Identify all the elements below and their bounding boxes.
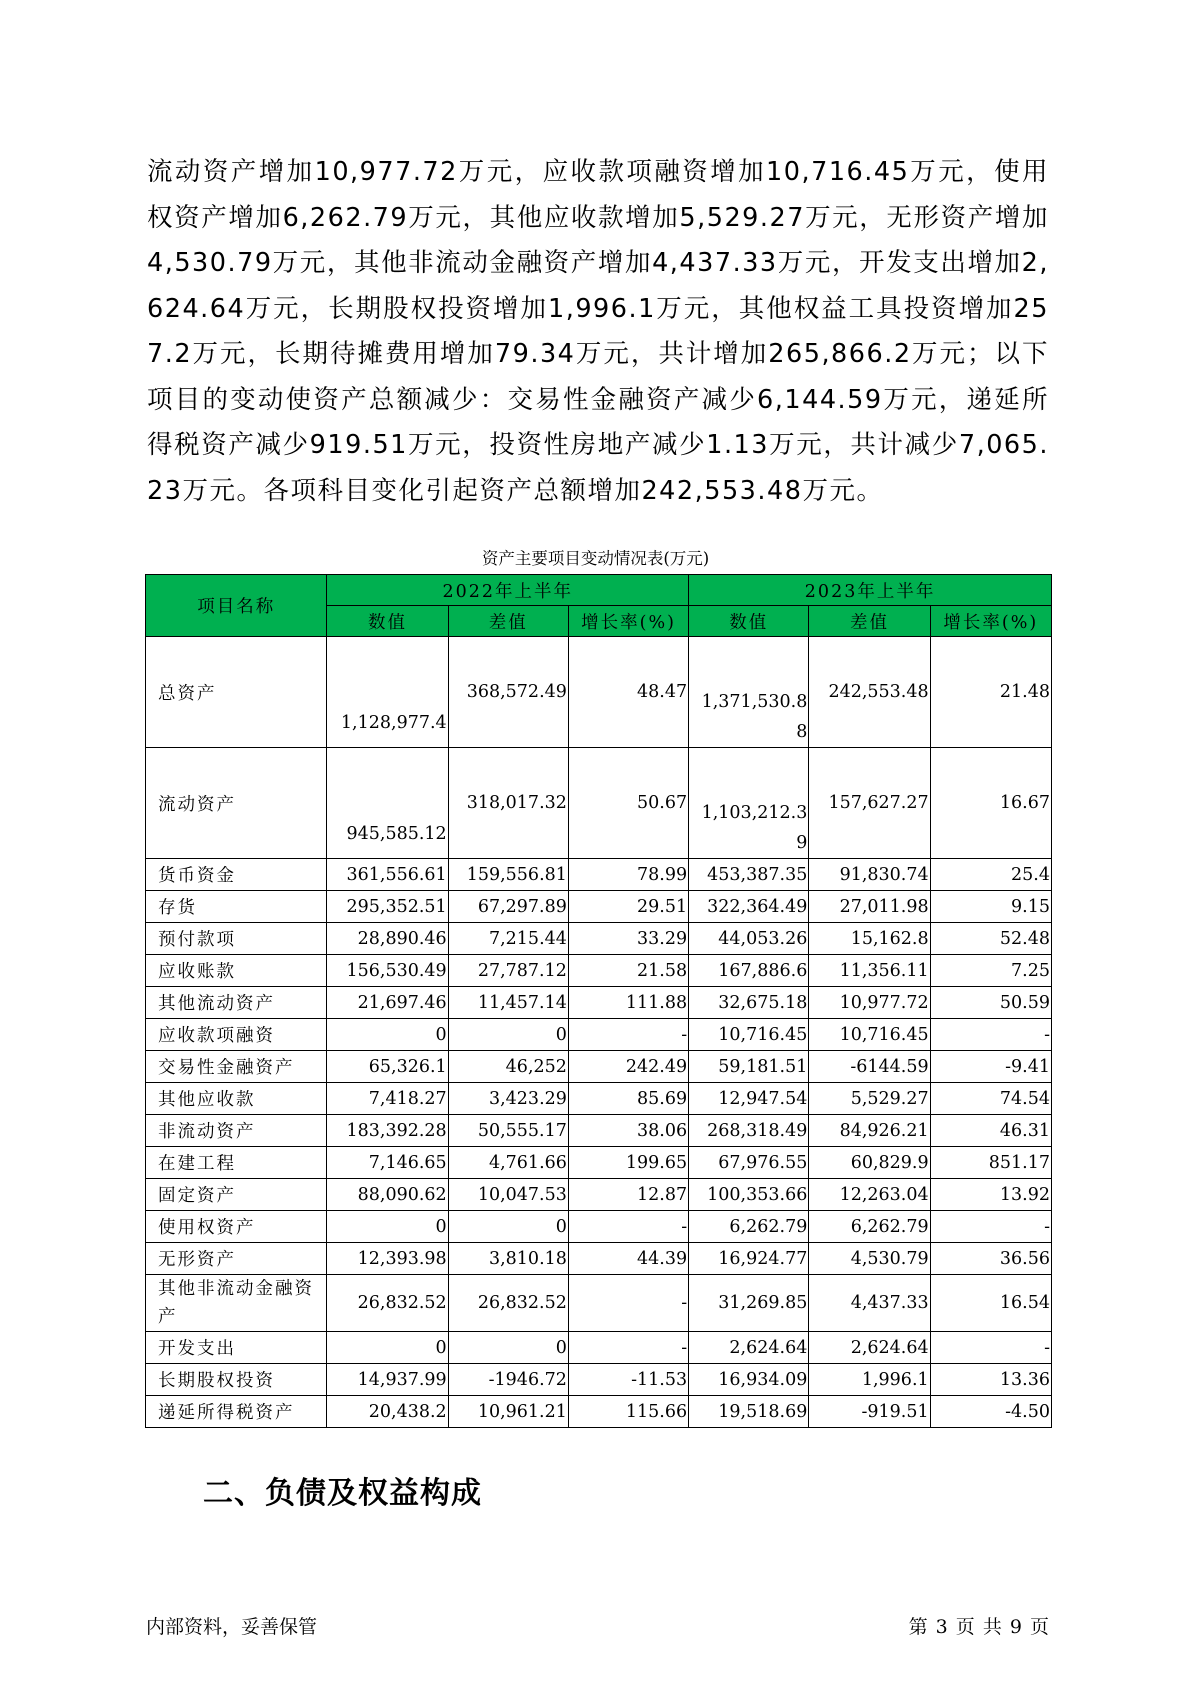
cell-name: 货币资金 <box>146 859 327 891</box>
table-row <box>146 1147 1052 1179</box>
cell-g22: 12.87 <box>568 1179 688 1211</box>
cell-v23: 12,947.54 <box>689 1083 809 1115</box>
table-body <box>146 637 1052 1428</box>
table-row <box>146 987 1052 1019</box>
cell-g23: -9.41 <box>930 1051 1051 1083</box>
cell-d23: 157,627.27 <box>809 748 930 859</box>
section-heading: 二、负债及权益构成 <box>203 1476 482 1511</box>
table-row <box>146 1243 1052 1275</box>
cell-name: 应收款项融资 <box>146 1019 327 1051</box>
cell-name: 固定资产 <box>146 1179 327 1211</box>
cell-g22: 38.06 <box>568 1115 688 1147</box>
header-diff-2022: 差值 <box>448 606 568 637</box>
cell-g22: 44.39 <box>568 1243 688 1275</box>
cell-v22: 26,832.52 <box>327 1275 448 1332</box>
cell-v23: 32,675.18 <box>689 987 809 1019</box>
cell-g23: 46.31 <box>930 1115 1051 1147</box>
cell-d23: 11,356.11 <box>809 955 930 987</box>
cell-d22: 318,017.32 <box>448 748 568 859</box>
cell-g22: 111.88 <box>568 987 688 1019</box>
table-row <box>146 955 1052 987</box>
cell-g23: 21.48 <box>930 637 1051 748</box>
cell-v23: 268,318.49 <box>689 1115 809 1147</box>
cell-d22: 26,832.52 <box>448 1275 568 1332</box>
cell-v23: 453,387.35 <box>689 859 809 891</box>
table-row <box>146 1332 1052 1364</box>
table-row <box>146 1396 1052 1428</box>
cell-v23: 31,269.85 <box>689 1275 809 1332</box>
cell-name: 递延所得税资产 <box>146 1396 327 1428</box>
cell-g22: - <box>568 1019 688 1051</box>
cell-g22: -11.53 <box>568 1364 688 1396</box>
cell-v23: 16,924.77 <box>689 1243 809 1275</box>
cell-v23: 322,364.49 <box>689 891 809 923</box>
cell-g22: 199.65 <box>568 1147 688 1179</box>
cell-d22: 67,297.89 <box>448 891 568 923</box>
header-group-2023: 2023年上半年 <box>689 575 1052 606</box>
cell-name: 应收账款 <box>146 955 327 987</box>
cell-v22: 12,393.98 <box>327 1243 448 1275</box>
cell-name: 长期股权投资 <box>146 1364 327 1396</box>
cell-d23: 91,830.74 <box>809 859 930 891</box>
cell-g23: 25.4 <box>930 859 1051 891</box>
cell-v23: 6,262.79 <box>689 1211 809 1243</box>
cell-v23: 67,976.55 <box>689 1147 809 1179</box>
cell-name: 流动资产 <box>146 748 327 859</box>
cell-v23: 1,103,212.39 <box>689 748 809 859</box>
cell-g23: 16.67 <box>930 748 1051 859</box>
cell-v22: 156,530.49 <box>327 955 448 987</box>
cell-d23: 4,437.33 <box>809 1275 930 1332</box>
asset-change-table <box>145 574 1052 1428</box>
cell-d22: 50,555.17 <box>448 1115 568 1147</box>
cell-g22: 33.29 <box>568 923 688 955</box>
cell-v22: 361,556.61 <box>327 859 448 891</box>
cell-name: 使用权资产 <box>146 1211 327 1243</box>
cell-g22: 242.49 <box>568 1051 688 1083</box>
cell-d22: 0 <box>448 1332 568 1364</box>
cell-v22: 88,090.62 <box>327 1179 448 1211</box>
cell-v22: 21,697.46 <box>327 987 448 1019</box>
cell-g23: - <box>930 1332 1051 1364</box>
cell-d22: 10,047.53 <box>448 1179 568 1211</box>
cell-v22: 183,392.28 <box>327 1115 448 1147</box>
cell-d22: 159,556.81 <box>448 859 568 891</box>
cell-d23: 84,926.21 <box>809 1115 930 1147</box>
cell-d23: 6,262.79 <box>809 1211 930 1243</box>
cell-v23: 19,518.69 <box>689 1396 809 1428</box>
cell-g22: 115.66 <box>568 1396 688 1428</box>
cell-d23: 27,011.98 <box>809 891 930 923</box>
table-row <box>146 859 1052 891</box>
cell-name: 其他流动资产 <box>146 987 327 1019</box>
cell-g23: - <box>930 1211 1051 1243</box>
cell-v23: 1,371,530.88 <box>689 637 809 748</box>
header-diff-2023: 差值 <box>809 606 930 637</box>
cell-g22: - <box>568 1211 688 1243</box>
header-value-2022: 数值 <box>327 606 448 637</box>
cell-g23: 74.54 <box>930 1083 1051 1115</box>
footer-page-number: 第 3 页 共 9 页 <box>908 1616 1050 1638</box>
cell-v22: 14,937.99 <box>327 1364 448 1396</box>
table-row <box>146 923 1052 955</box>
cell-name: 其他非流动金融资产 <box>146 1275 327 1332</box>
header-group-2022: 2022年上半年 <box>327 575 689 606</box>
cell-g22: - <box>568 1275 688 1332</box>
cell-name: 非流动资产 <box>146 1115 327 1147</box>
cell-g23: 50.59 <box>930 987 1051 1019</box>
cell-d22: 11,457.14 <box>448 987 568 1019</box>
table-row <box>146 1179 1052 1211</box>
cell-d23: 242,553.48 <box>809 637 930 748</box>
cell-g23: 7.25 <box>930 955 1051 987</box>
cell-name: 无形资产 <box>146 1243 327 1275</box>
table-row <box>146 1083 1052 1115</box>
table-row <box>146 748 1052 859</box>
cell-v23: 10,716.45 <box>689 1019 809 1051</box>
cell-g22: 78.99 <box>568 859 688 891</box>
cell-d22: 46,252 <box>448 1051 568 1083</box>
cell-d23: 10,716.45 <box>809 1019 930 1051</box>
table-row <box>146 637 1052 748</box>
table-row <box>146 891 1052 923</box>
header-value-2023: 数值 <box>689 606 809 637</box>
cell-v22: 0 <box>327 1211 448 1243</box>
table-row <box>146 1051 1052 1083</box>
table-row <box>146 1115 1052 1147</box>
cell-g23: 851.17 <box>930 1147 1051 1179</box>
cell-v22: 28,890.46 <box>327 923 448 955</box>
cell-g23: 13.36 <box>930 1364 1051 1396</box>
cell-g23: 16.54 <box>930 1275 1051 1332</box>
table-row <box>146 1275 1052 1332</box>
cell-d22: 7,215.44 <box>448 923 568 955</box>
cell-name: 交易性金融资产 <box>146 1051 327 1083</box>
cell-g22: 29.51 <box>568 891 688 923</box>
cell-g23: -4.50 <box>930 1396 1051 1428</box>
cell-d22: 10,961.21 <box>448 1396 568 1428</box>
cell-d22: 368,572.49 <box>448 637 568 748</box>
header-growth-2023: 增长率(%) <box>930 606 1051 637</box>
cell-d23: 5,529.27 <box>809 1083 930 1115</box>
cell-v23: 44,053.26 <box>689 923 809 955</box>
cell-name: 预付款项 <box>146 923 327 955</box>
cell-v22: 0 <box>327 1019 448 1051</box>
cell-d22: 0 <box>448 1019 568 1051</box>
cell-d23: 2,624.64 <box>809 1332 930 1364</box>
cell-g22: 50.67 <box>568 748 688 859</box>
cell-name: 存货 <box>146 891 327 923</box>
cell-v22: 20,438.2 <box>327 1396 448 1428</box>
cell-d23: -6144.59 <box>809 1051 930 1083</box>
cell-d22: -1946.72 <box>448 1364 568 1396</box>
cell-v22: 0 <box>327 1332 448 1364</box>
table-row <box>146 1211 1052 1243</box>
cell-v23: 167,886.6 <box>689 955 809 987</box>
cell-v22: 945,585.12 <box>327 748 448 859</box>
cell-d22: 27,787.12 <box>448 955 568 987</box>
cell-d22: 3,810.18 <box>448 1243 568 1275</box>
cell-v22: 1,128,977.4 <box>327 637 448 748</box>
cell-d23: 1,996.1 <box>809 1364 930 1396</box>
cell-d23: 12,263.04 <box>809 1179 930 1211</box>
body-paragraph: 流动资产增加10,977.72万元，应收款项融资增加10,716.45万元，使用权资产增加6,262.79万元，其他应收款增加5,529.27万元，无形资产增加4,530.79万元，其他非流动金融资产增加4,437.33万元，开发支出增加2,624.64万元，长期股权投资增加1,996.1万元，其他权益工具投资增加257.2万元，长期待摊费用增加79.34万元，共计增加265,866.2万元；以下项目的变动使资产总额减少：交易性金融资产减少6,144.59万元，递延所得税资产减少919.51万元，投资性房地产减少1.13万元，共计减少7,065.23万元。各项科目变化引起资产总额增加242,553.48万元。 <box>147 157 1049 506</box>
cell-g23: 13.92 <box>930 1179 1051 1211</box>
cell-v23: 59,181.51 <box>689 1051 809 1083</box>
cell-name: 其他应收款 <box>146 1083 327 1115</box>
cell-g22: 85.69 <box>568 1083 688 1115</box>
cell-d22: 4,761.66 <box>448 1147 568 1179</box>
cell-d23: 4,530.79 <box>809 1243 930 1275</box>
cell-v22: 7,146.65 <box>327 1147 448 1179</box>
cell-v23: 2,624.64 <box>689 1332 809 1364</box>
cell-d23: 10,977.72 <box>809 987 930 1019</box>
cell-name: 开发支出 <box>146 1332 327 1364</box>
cell-g23: 52.48 <box>930 923 1051 955</box>
cell-name: 在建工程 <box>146 1147 327 1179</box>
cell-g23: - <box>930 1019 1051 1051</box>
cell-d22: 3,423.29 <box>448 1083 568 1115</box>
cell-g22: - <box>568 1332 688 1364</box>
cell-g23: 9.15 <box>930 891 1051 923</box>
cell-v22: 295,352.51 <box>327 891 448 923</box>
cell-name: 总资产 <box>146 637 327 748</box>
header-growth-2022: 增长率(%) <box>568 606 688 637</box>
cell-d23: 60,829.9 <box>809 1147 930 1179</box>
cell-g22: 21.58 <box>568 955 688 987</box>
cell-v23: 100,353.66 <box>689 1179 809 1211</box>
cell-d23: 15,162.8 <box>809 923 930 955</box>
cell-g23: 36.56 <box>930 1243 1051 1275</box>
cell-g22: 48.47 <box>568 637 688 748</box>
cell-v23: 16,934.09 <box>689 1364 809 1396</box>
cell-v22: 65,326.1 <box>327 1051 448 1083</box>
footer-confidential: 内部资料，妥善保管 <box>146 1616 318 1638</box>
table-row <box>146 1019 1052 1051</box>
header-item-name: 项目名称 <box>146 575 327 637</box>
cell-d23: -919.51 <box>809 1396 930 1428</box>
table-row <box>146 1364 1052 1396</box>
table-caption: 资产主要项目变动情况表(万元) <box>481 549 710 568</box>
cell-v22: 7,418.27 <box>327 1083 448 1115</box>
cell-d22: 0 <box>448 1211 568 1243</box>
